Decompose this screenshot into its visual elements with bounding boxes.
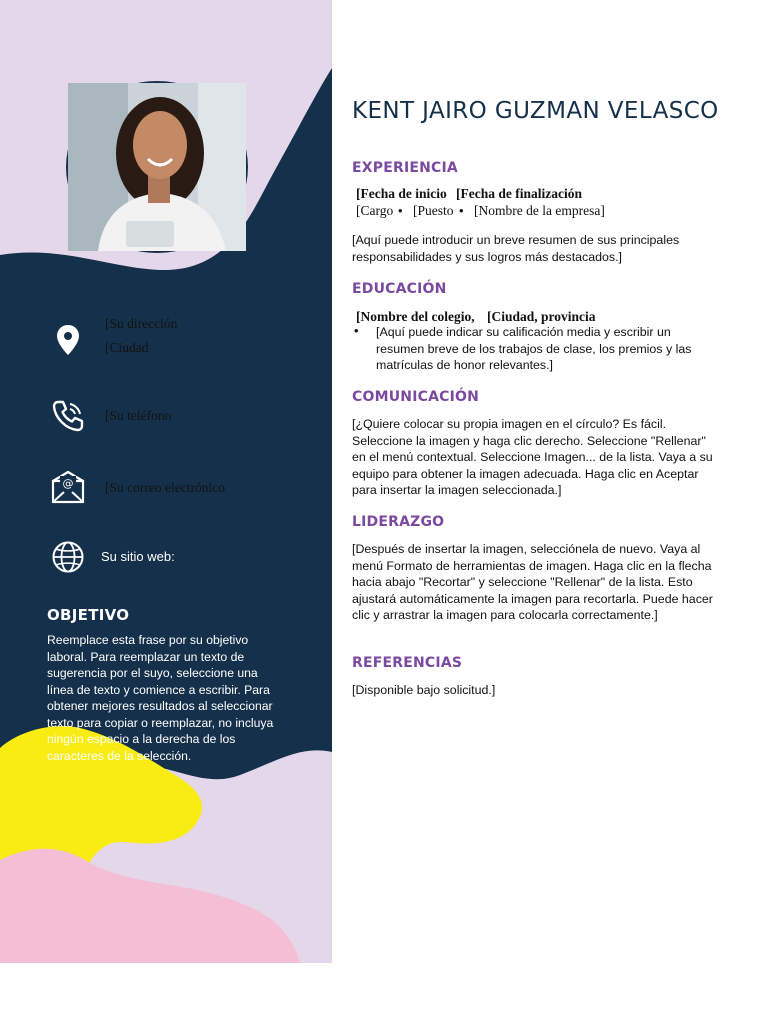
experience-date-end: [Fecha de finalización — [456, 186, 582, 201]
experience-date-start: [Fecha de inicio — [356, 186, 447, 201]
references-text: [Disponible bajo solicitud.] — [352, 683, 496, 697]
references-heading: REFERENCIAS — [352, 655, 463, 671]
bullet-dot: • — [354, 323, 359, 338]
experience-position: [Cargo — [356, 203, 394, 218]
experience-heading: EXPERIENCIA — [352, 160, 458, 176]
email-icon — [50, 469, 86, 505]
website-label: Su sitio web: — [101, 549, 175, 564]
leadership-heading: LIDERAZGO — [352, 514, 445, 530]
address-line1: [Su dirección — [105, 316, 178, 331]
profile-photo[interactable] — [66, 81, 248, 253]
communication-heading: COMUNICACIÓN — [352, 389, 480, 405]
address-line2: [Ciudad — [105, 340, 149, 355]
experience-company: [Nombre de la empresa] — [474, 203, 605, 218]
education-city: [Ciudad, provincia — [487, 309, 596, 324]
objective-heading: OBJETIVO — [47, 606, 130, 624]
globe-icon — [50, 539, 86, 575]
email-text: [Su correo electrónico — [105, 480, 225, 495]
education-school: [Nombre del colegio, — [356, 309, 475, 324]
location-pin-icon — [50, 322, 86, 358]
separator-dot: • — [459, 203, 464, 218]
svg-text:@: @ — [62, 477, 74, 490]
phone-icon — [50, 398, 86, 434]
phone-text: [Su teléfono — [105, 408, 172, 423]
objective-text: Reemplace esta frase por su objetivo laboral. Para reemplazar un texto de sugerencia por el suyo, seleccione una línea de texto y comience a escribir. Para obtener mejores resultados al seleccionar texto para copiar o reemplazar, no incluya ningún espacio a la derecha de los caracteres de la selección. — [47, 633, 274, 763]
education-heading: EDUCACIÓN — [352, 281, 447, 297]
communication-text: [¿Quiere colocar su propia imagen en el círculo? Es fácil. Seleccione la imagen y haga clic derecho. Seleccione "Rellenar" en el menú contextual. Seleccione Imagen... de la lista. Vaya a su equipo para obtener la imagen adecuada. Haga clic en Aceptar para insertar la imagen seleccionada.] — [352, 417, 713, 497]
education-bullet: [Aquí puede indicar su calificación media y escribir un resumen breve de los trabajos de clase, los premios y las matrículas de honor relevantes.] — [376, 325, 692, 372]
candidate-name: KENT JAIRO GUZMAN VELASCO — [352, 98, 719, 124]
experience-summary: [Aquí puede introducir un breve resumen de sus principales responsabilidades y sus logros más destacados.] — [352, 233, 680, 264]
separator-dot: • — [398, 203, 403, 218]
leadership-text: [Después de insertar la imagen, selecciónela de nuevo. Vaya al menú Formato de herramientas de imagen. Haga clic en la flecha hacia abajo "Recortar" y seleccione "Rellenar" de la lista. Esto ajustará automáticamente la imagen para recortarla. Puede hacer clic y arrastrar la imagen para colocarla correctamente.] — [352, 542, 713, 622]
experience-job: [Puesto — [413, 203, 454, 218]
